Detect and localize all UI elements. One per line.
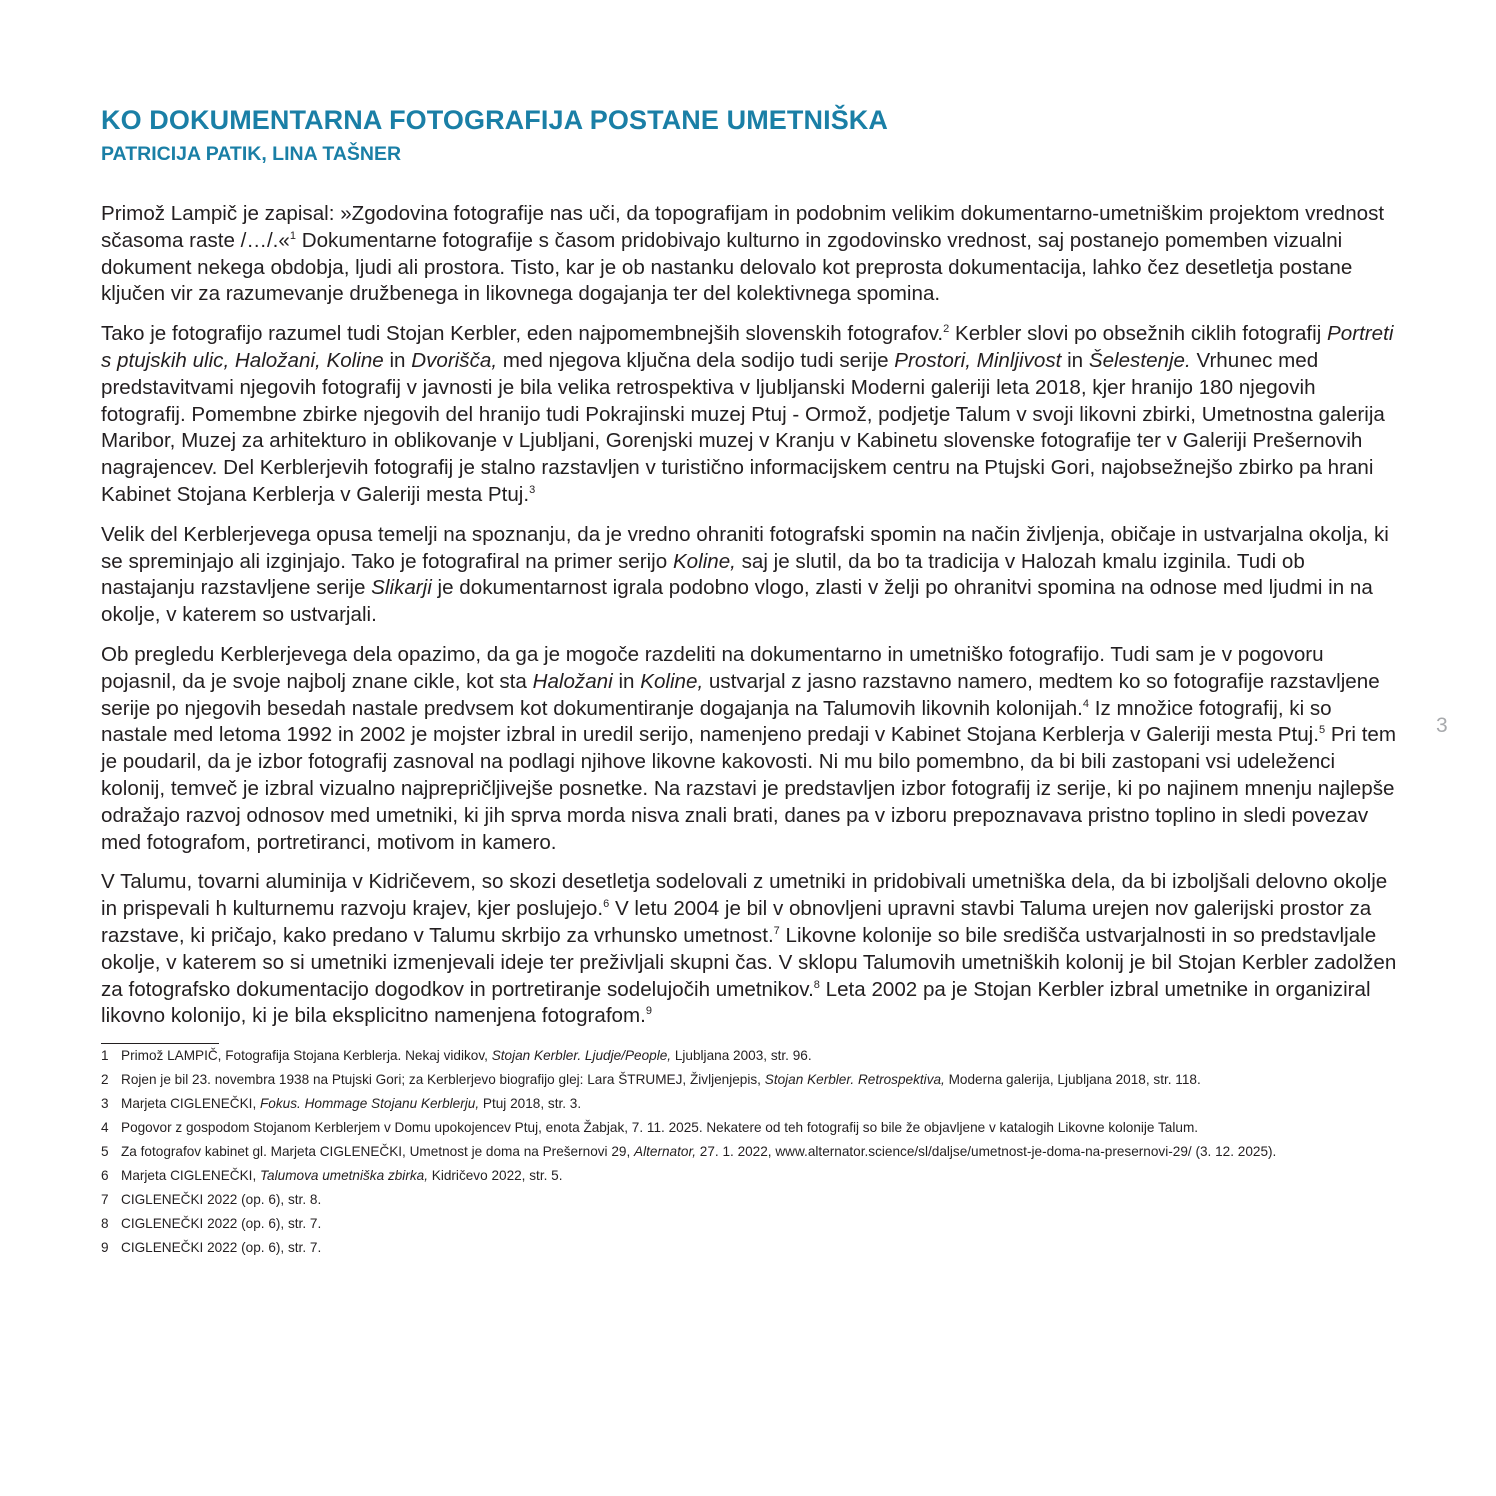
italic-title: Stojan Kerbler. Retrospektiva,	[764, 1072, 945, 1088]
italic-title: Talumova umetniška zbirka,	[260, 1168, 428, 1184]
text-run: saj je slutil, da bo ta tradicija v Halozah kmalu izginila. Tudi ob nastajanju razstavljene serije	[101, 549, 1305, 600]
text-run: Primož Lampič je zapisal: »Zgodovina fotografije nas uči, da topografijam in podobnim velikim dokumentarno-umetniškim projektom vrednost sčasoma raste /…/.«	[101, 202, 1385, 252]
text-run: Kerbler slovi po obsežnih ciklih fotografij	[949, 322, 1328, 346]
footnote	[101, 1120, 1397, 1136]
footnote	[101, 1144, 1397, 1160]
text-run: ustvarjal z jasno razstavno namero, medtem ko so fotografije razstavljene serije po njegovih besedah nastale predvsem kot dokumentiranje dogajanja na Talumovih likovnih kolonijah.	[101, 669, 1380, 720]
text-run: Moderna galerija, Ljubljana 2018, str. 118.	[944, 1072, 1201, 1088]
text-run: Za fotografov kabinet gl. Marjeta CIGLENEČKI, Umetnost je doma na Prešernovi 29,	[121, 1144, 635, 1160]
page-content	[101, 104, 1397, 1264]
italic-title: Prostori, Minljivost	[894, 348, 1062, 372]
footnote-reference: 6	[603, 898, 610, 911]
text-run: V Talumu, tovarni aluminija v Kidričevem, so skozi desetletja sodelovali z umetniki in pridobivali umetniška dela, da bi izboljšali delovno okolje in prispevali h kulturnemu razvoju krajev, kjer poslujejo.	[101, 870, 1388, 921]
article-title: KO DOKUMENTARNA FOTOGRAFIJA POSTANE UMETNIŠKA	[101, 105, 888, 135]
page-number: 3	[1436, 714, 1448, 737]
text-run: V letu 2004 je bil v obnovljeni upravni stavbi Taluma urejen nov galerijski prostor za razstave, ki pričajo, kako predano v Talumu skrbijo za vrhunsko umetnost.	[101, 897, 1372, 947]
footnote-number: 4	[101, 1120, 109, 1136]
text-run: CIGLENEČKI 2022 (op. 6), str. 7.	[121, 1216, 322, 1232]
footnote-reference: 3	[529, 483, 536, 496]
italic-title: Dvorišča,	[411, 348, 498, 372]
italic-title: Haložani	[532, 669, 613, 693]
italic-title: Koline,	[640, 669, 704, 693]
footnote-reference: 1	[289, 229, 296, 242]
article-body	[101, 201, 1397, 1030]
footnote	[101, 1096, 1397, 1112]
footnote-number: 5	[101, 1144, 109, 1160]
paragraph	[101, 201, 1397, 308]
footnote-number: 1	[101, 1048, 109, 1064]
text-run: Pri tem je poudaril, da je izbor fotografij zasnoval na podlagi njihove likovne kakovosti. Ni mu bilo pomembno, da bi bili zastopani vsi udeleženci kolonij, temveč je izbral vizualno najprepričljivejše posnetke. Na razstavi je predstavljen izbor fotografij iz serije, ki po najinem mnenju najlepše odražajo razvoj odnosov med umetniki, ki jih sprva morda nisva znali brati, danes pa v izboru prepoznavava pristno toplino in sledi povezav med fotografom, portretiranci, motivom in kamero.	[101, 723, 1397, 854]
footnote-text	[121, 1048, 1397, 1064]
text-run: Ob pregledu Kerblerjevega dela opazimo, da ga je mogoče razdeliti na dokumentarno in umetniško fotografijo. Tudi sam je v pogovoru pojasnil, da je svoje najbolj znane cikle, kot sta	[101, 642, 1324, 693]
footnotes-list	[101, 1048, 1397, 1256]
paragraph	[101, 869, 1397, 1030]
article-authors: PATRICIJA PATIK, LINA TAŠNER	[101, 143, 402, 165]
text-run: in	[383, 348, 412, 372]
text-run: in	[1061, 348, 1089, 372]
footnote-text	[121, 1216, 1397, 1232]
footnote-text	[121, 1144, 1397, 1160]
text-run: Tako je fotografijo razumel tudi Stojan Kerbler, eden najpomembnejših slovenskih fotografov.	[101, 322, 944, 346]
text-run: Ptuj 2018, str. 3.	[479, 1096, 582, 1112]
footnote-text	[121, 1192, 1397, 1208]
footnote	[101, 1168, 1397, 1184]
text-run: je dokumentarnost igrala podobno vlogo, zlasti v želji po ohranitvi spomina na odnose med ljudmi in na okolje, v katerem so ustvarjali.	[101, 576, 1373, 627]
footnote-reference: 9	[645, 1005, 653, 1018]
text-run: Primož LAMPIČ, Fotografija Stojana Kerblerja. Nekaj vidikov,	[121, 1048, 492, 1064]
text-run: Rojen je bil 23. novembra 1938 na Ptujski Gori; za Kerblerjevo biografijo glej: Lara ŠTRUMEJ, Življenjepis,	[121, 1072, 765, 1088]
paragraph	[101, 522, 1397, 629]
italic-title: Šelestenje.	[1088, 348, 1191, 372]
footnote-divider	[101, 1043, 219, 1044]
text-run: Likovne kolonije so bile središča ustvarjalnosti in so predstavljale okolje, v katerem so si umetniki izmenjevali ideje ter preživljali skupni čas. V sklopu Talumovih umetniških kolonij je bil Stojan Kerbler zadolžen za fotografsko dokumentacijo dogodkov in portretiranje sodelujočih umetnikov.	[101, 923, 1397, 1001]
italic-title: Fokus. Hommage Stojanu Kerblerju,	[260, 1096, 480, 1112]
text-run: med njegova ključna dela sodijo tudi serije	[497, 348, 895, 372]
footnote-number: 3	[101, 1096, 109, 1112]
footnote-reference: 8	[813, 978, 820, 991]
footnote-text	[121, 1168, 1397, 1184]
text-run: in	[612, 669, 641, 693]
footnote-number: 7	[101, 1192, 109, 1208]
footnote-reference: 2	[943, 323, 950, 336]
italic-title: Alternator,	[634, 1144, 696, 1160]
italic-title: Slikarji	[371, 576, 432, 600]
text-run: Vrhunec med predstavitvami njegovih fotografij v javnosti je bila velika retrospektiva v ljubljanski Moderni galeriji leta 2018, kjer hranijo 180 njegovih fotografij. Pomembne zbirke njegovih del hranijo tudi Pokrajinski muzej Ptuj - Ormož, podjetje Talum v svoji likovni zbirki, Umetnostna galerija Maribor, Muzej za arhitekturo in oblikovanje v Ljubljani, Gorenjski muzej v Kranju v Kabinetu slovenske fotografije ter v Galeriji Prešernovih nagrajencev. Del Kerblerjevih fotografij je stalno razstavljen v turistično informacijskem centru na Ptujski Gori, najobsežnejšo zbirko pa hrani Kabinet Stojana Kerblerja v Galeriji mesta Ptuj.	[101, 348, 1385, 506]
italic-title: Portreti s ptujskih ulic, Haložani, Koline	[101, 322, 1394, 372]
footnote	[101, 1240, 1397, 1256]
text-run: CIGLENEČKI 2022 (op. 6), str. 7.	[121, 1240, 322, 1256]
text-run: Marjeta CIGLENEČKI,	[121, 1096, 260, 1112]
footnote-text	[121, 1240, 1397, 1256]
paragraph	[101, 642, 1397, 856]
footnote-reference: 5	[1318, 724, 1326, 737]
text-run: Ljubljana 2003, str. 96.	[671, 1048, 812, 1064]
footnote	[101, 1192, 1397, 1208]
footnote-number: 9	[101, 1240, 109, 1256]
paragraph	[101, 321, 1397, 509]
footnote	[101, 1048, 1397, 1064]
footnote	[101, 1072, 1397, 1088]
text-run: Velik del Kerblerjevega opusa temelji na spoznanju, da je vredno ohraniti fotografski spomin na način življenja, običaje in ustvarjalna okolja, ki se spreminjajo ali izginjajo. Tako je fotografiral na primer serijo	[101, 522, 1389, 573]
footnote-number: 8	[101, 1216, 109, 1232]
text-run: CIGLENEČKI 2022 (op. 6), str. 8.	[121, 1192, 322, 1208]
footnote-number: 2	[101, 1072, 109, 1088]
footnote-text	[121, 1096, 1397, 1112]
text-run: Leta 2002 pa je Stojan Kerbler izbral umetnike in organiziral likovno kolonijo, ki je bila eksplicitno namenjena fotografom.	[101, 977, 1371, 1028]
text-run: Iz množice fotografij, ki so nastale med letoma 1992 in 2002 je mojster izbral in uredil serijo, namenjeno predaji v Kabinet Stojana Kerblerja v Galeriji mesta Ptuj.	[101, 696, 1332, 747]
text-run: Dokumentarne fotografije s časom pridobivajo kulturno in zgodovinsko vrednost, saj postanejo pomemben vizualni dokument nekega obdobja, ljudi ali prostora. Tisto, kar je ob nastanku delovalo kot preprosta dokumentacija, lahko čez desetletja postane ključen vir za razumevanje družbenega in likovnega dogajanja ter del kolektivnega spomina.	[101, 228, 1353, 306]
footnote-reference: 7	[773, 924, 780, 937]
text-run: 27. 1. 2022, www.alternator.science/sl/daljse/umetnost-je-doma-na-presernovi-29/ (3. 12. 2025).	[696, 1144, 1277, 1160]
footnote-text	[121, 1120, 1397, 1136]
footnote-reference: 4	[1082, 697, 1089, 710]
footnote-text	[121, 1072, 1397, 1088]
italic-title: Koline,	[672, 549, 736, 573]
footnote	[101, 1216, 1397, 1232]
footnote-number: 6	[101, 1168, 109, 1184]
italic-title: Stojan Kerbler. Ljudje/People,	[491, 1048, 672, 1064]
text-run: Marjeta CIGLENEČKI,	[121, 1168, 260, 1184]
text-run: Pogovor z gospodom Stojanom Kerblerjem v Domu upokojencev Ptuj, enota Žabjak, 7. 11. 2025. Nekatere od teh fotografij so bile že objavljene v katalogih Likovne kolonije Talum.	[121, 1120, 1199, 1136]
text-run: Kidričevo 2022, str. 5.	[427, 1168, 563, 1184]
